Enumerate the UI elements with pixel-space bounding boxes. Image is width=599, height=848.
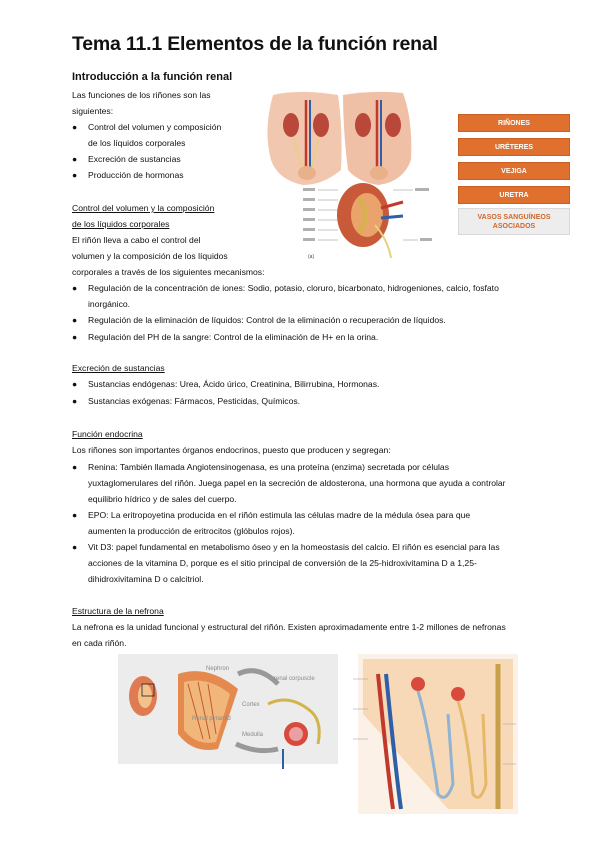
bullet-text: Sustancias endógenas: Urea, Ácido úrico, Creatinina, Bilirrubina, Hormonas. [88,379,380,389]
label-renal-corpuscle: renal corpuscle [274,676,315,682]
legend-rinones: RIÑONES [458,114,570,132]
endocrina-bullet-cont: yuxtaglomerulares del riñón. Juega papel en la secreción de aldosterona, una hormona que ayuda a controlar [88,478,506,488]
legend-uretra: URETRA [458,186,570,204]
intro-line: siguientes: [72,106,114,116]
control-line: volumen y la composición de los líquidos [72,251,228,261]
endocrina-bullet-cont: dihidroxivitamina D o calcitriol. [88,574,204,584]
bullet-dot: ● [72,283,78,293]
bullet-dot: ● [72,332,78,342]
figure-label-a: (a) [308,254,315,260]
label-renal-pyramid: Renal pyramid [192,716,231,722]
legend-ureteres: URÉTERES [458,138,570,156]
bullet-dot: ● [72,396,78,406]
bullet-text: EPO: La eritropoyetina producida en el riñón estimula las células madre de la médula ósea para que [88,510,471,520]
control-line: corporales a través de los siguientes mecanismos: [72,267,265,277]
control-line: El riñón lleva a cabo el control del [72,235,201,245]
legend-vejiga: VEJIGA [458,162,570,180]
label-medulla: Medulla [242,732,264,738]
nephron-diagram [118,654,518,814]
intro-bullet-cont: de los líquidos corporales [88,138,186,148]
endocrina-heading: Función endocrina [72,429,143,439]
endocrina-bullet-cont: aumenten la producción de eritrocitos (glóbulos rojos). [88,526,295,536]
excrecion-heading: Excreción de sustancias [72,363,165,373]
nefrona-heading: Estructura de la nefrona [72,606,164,616]
bullet-dot: ● [72,315,78,325]
endocrina-bullet-cont: acciones de la vitamina D, porque es el sitio principal de conversión de la 25-hidroxivitamina D a 1,25- [88,558,477,568]
bullet-text: Renina: También llamada Angiotensinogenasa, es una proteína (enzima) secretada por células [88,462,450,472]
bullet-dot: ● [72,542,78,552]
legend-vasos: VASOS SANGUÍNEOS ASOCIADOS [458,208,570,235]
bullet-text: Regulación de la concentración de iones: Sodio, potasio, cloruro, bicarbonato, hidrogeniones, calcio, fosfato [88,283,499,293]
bullet-text: Control del volumen y composición [88,122,222,132]
intro-heading: Introducción a la función renal [72,71,233,83]
page-title: Tema 11.1 Elementos de la función renal [72,33,438,55]
control-heading: Control del volumen y la composición [72,203,215,213]
intro-line: Las funciones de los riñones son las [72,90,211,100]
endocrina-bullet-cont: equilibrio hídrico y de sales del cuerpo. [88,494,237,504]
bullet-dot: ● [72,462,78,472]
bullet-text: Vit D3: papel fundamental en metabolismo óseo y en la homeostasis del calcio. El riñón es esencial para las [88,542,500,552]
bullet-dot: ● [72,170,78,180]
endocrina-intro: Los riñones son importantes órganos endocrinos, puesto que producen y segregan: [72,445,391,455]
bullet-text: Regulación de la eliminación de líquidos: Control de la eliminación o recuperación de líquidos. [88,315,446,325]
control-heading-cont: de los líquidos corporales [72,219,170,229]
nefrona-line: en cada riñón. [72,638,127,648]
label-cortex: Cortex [242,702,260,708]
anatomy-svg [263,90,453,260]
bullet-text: Producción de hormonas [88,170,184,180]
bullet-dot: ● [72,154,78,164]
bullet-text: Regulación del PH de la sangre: Control de la eliminación de H+ en la orina. [88,332,379,342]
label-nephron: Nephron [206,666,230,672]
bullet-text: Excreción de sustancias [88,154,181,164]
nefrona-line: La nefrona es la unidad funcional y estructural del riñón. Existen aproximadamente entre 1-2 millones de nefronas [72,622,506,632]
bullet-dot: ● [72,379,78,389]
bullet-dot: ● [72,510,78,520]
nephron-svg [118,654,518,814]
control-bullet-cont: inorgánico. [88,299,131,309]
bullet-text: Sustancias exógenas: Fármacos, Pesticidas, Químicos. [88,396,301,406]
urinary-system-illustration [263,90,453,260]
bullet-dot: ● [72,122,78,132]
